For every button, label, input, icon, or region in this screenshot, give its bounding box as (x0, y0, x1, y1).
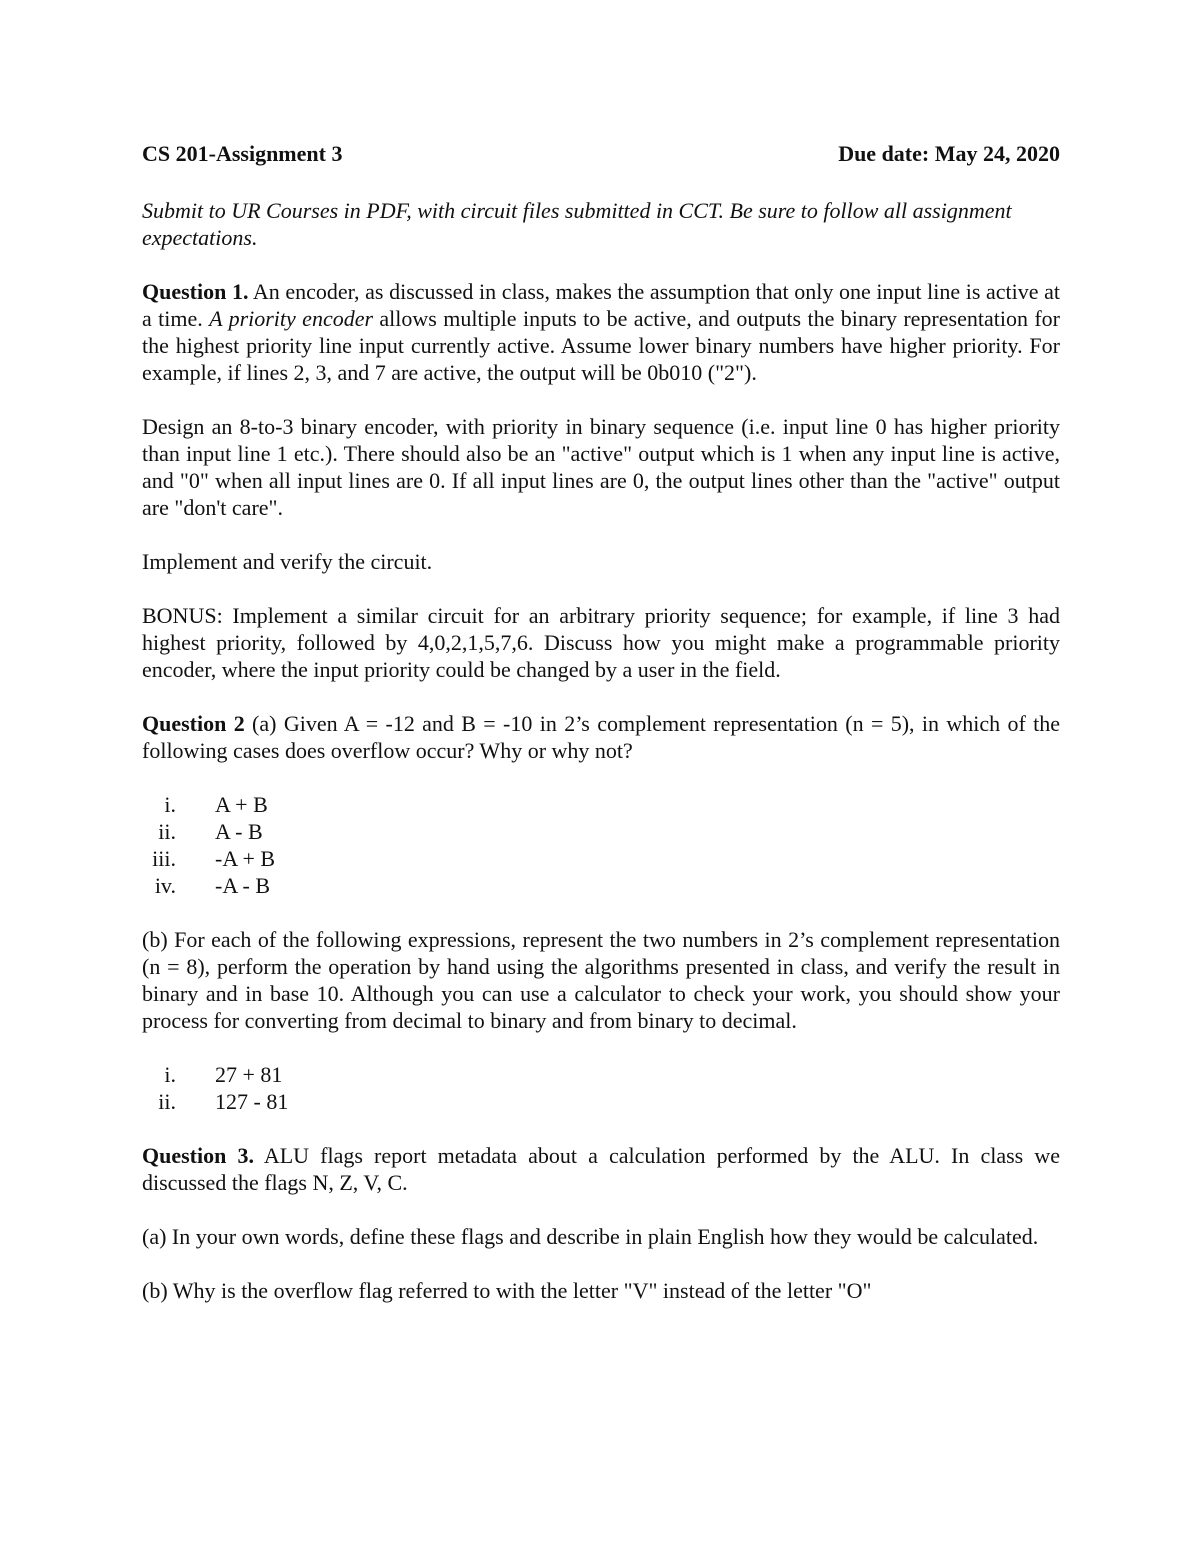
list-item-number: iv. (154, 873, 176, 898)
question-1-label: Question 1. (142, 279, 249, 304)
course-title: CS 201-Assignment 3 (142, 141, 343, 166)
question-1-text-a: An encoder, as discussed in class, makes the assumption that only one input line is active at a time. (142, 279, 1060, 331)
list-item (142, 1088, 1060, 1115)
question-3-paragraph (142, 1142, 1060, 1196)
question-1-paragraph (142, 278, 1060, 386)
list-item-text: 127 - 81 (215, 1089, 289, 1114)
question-3-intro: ALU flags report metadata about a calculation performed by the ALU. In class we discussed the flags N, Z, V, C. (142, 1143, 1060, 1195)
question-2-label: Question 2 (142, 711, 245, 736)
question-1-implement: Implement and verify the circuit. (142, 549, 433, 574)
list-item-text: 27 + 81 (215, 1062, 283, 1087)
list-item-text: A - B (215, 819, 263, 844)
question-1-text-b: allows multiple inputs to be active, and outputs the binary representation for the highest priority line input currently active. Assume lower binary numbers have higher priority. For example, if lines 2, 3, and 7 are active, the output will be 0b010 ("2"). (142, 306, 1060, 385)
question-3-part-b: (b) Why is the overflow flag referred to with the letter "V" instead of the letter "O" (142, 1278, 872, 1303)
list-item (142, 818, 1060, 845)
question-1-italic-term: A priority encoder (209, 306, 374, 331)
list-item-text: -A + B (215, 846, 276, 871)
question-2-list-b (142, 1061, 1060, 1115)
due-date: Due date: May 24, 2020 (838, 141, 1060, 166)
list-item-number: iii. (152, 846, 176, 871)
question-2-part-a: (a) Given A = -12 and B = -10 in 2’s complement representation (n = 5), in which of the following cases does overflow occur? Why or why not? (142, 711, 1060, 763)
list-item (142, 872, 1060, 899)
list-item-number: ii. (158, 1089, 176, 1114)
question-1-bonus: BONUS: Implement a similar circuit for an arbitrary priority sequence; for example, if line 3 had highest priority, followed by 4,0,2,1,5,7,6. Discuss how you might make a programmable priority encoder, where the input priority could be changed by a user in the field. (142, 603, 1060, 682)
list-item-text: A + B (215, 792, 268, 817)
submission-instructions: Submit to UR Courses in PDF, with circuit files submitted in CCT. Be sure to follow all assignment expectations. (142, 198, 1012, 250)
list-item (142, 791, 1060, 818)
list-item-text: -A - B (215, 873, 270, 898)
list-item (142, 1061, 1060, 1088)
list-item-number: i. (164, 1062, 176, 1087)
list-item-number: i. (164, 792, 176, 817)
question-2-paragraph (142, 710, 1060, 764)
question-1-design: Design an 8-to-3 binary encoder, with priority in binary sequence (i.e. input line 0 has higher priority than input line 1 etc.). There should also be an "active" output which is 1 when any input line is active, and "0" when all input lines are 0. If all input lines are 0, the output lines other than the "active" output are "don't care". (142, 414, 1060, 520)
list-item (142, 845, 1060, 872)
document-header (142, 140, 1060, 167)
question-3-label: Question 3. (142, 1143, 254, 1168)
question-2-part-b: (b) For each of the following expressions, represent the two numbers in 2’s complement representation (n = 8), perform the operation by hand using the algorithms presented in class, and verify the result in binary and in base 10. Although you can use a calculator to check your work, you should show your process for converting from decimal to binary and from binary to decimal. (142, 927, 1060, 1033)
document-page (142, 140, 1060, 1304)
list-item-number: ii. (158, 819, 176, 844)
question-2-list-a (142, 791, 1060, 899)
question-3-part-a: (a) In your own words, define these flags and describe in plain English how they would be calculated. (142, 1224, 1039, 1249)
